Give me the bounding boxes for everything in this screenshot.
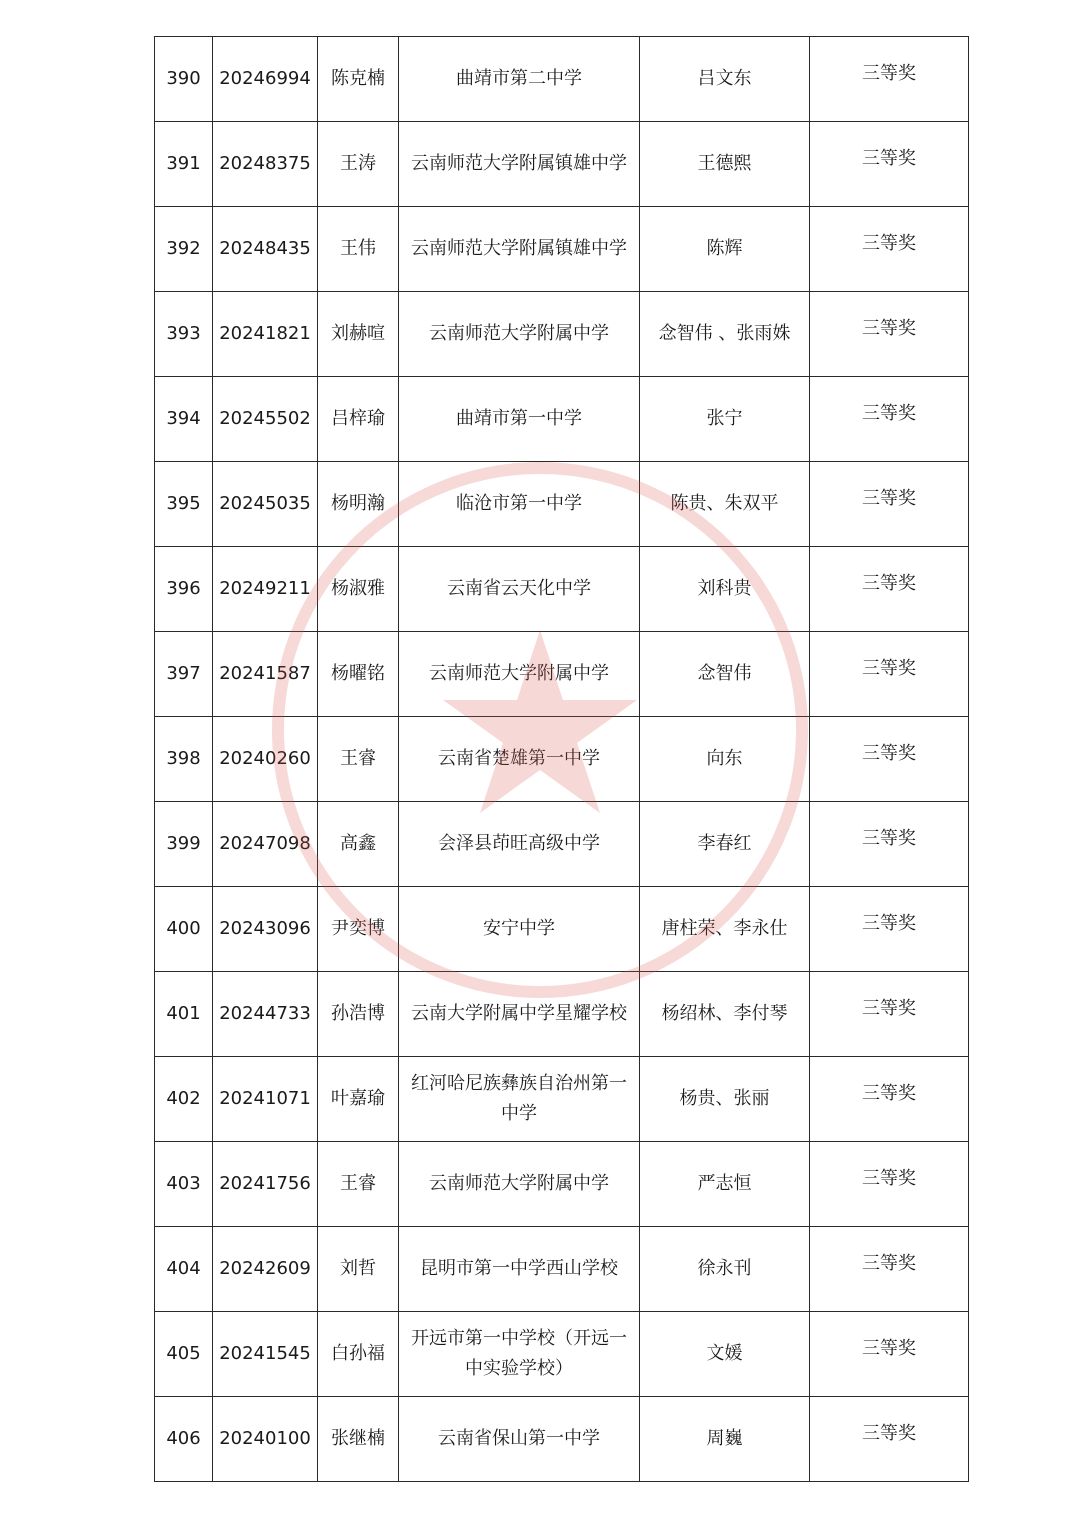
candidate-id: 20246994 xyxy=(213,37,318,122)
student-name: 叶嘉瑜 xyxy=(318,1057,399,1142)
student-name: 尹奕博 xyxy=(318,887,399,972)
award-level: 三等奖 xyxy=(810,1397,969,1482)
table-row xyxy=(155,547,969,632)
candidate-id: 20248435 xyxy=(213,207,318,292)
candidate-id: 20248375 xyxy=(213,122,318,207)
teacher-name: 吕文东 xyxy=(640,37,810,122)
table-row xyxy=(155,717,969,802)
award-level: 三等奖 xyxy=(810,632,969,717)
school-name: 云南师范大学附属镇雄中学 xyxy=(399,207,640,292)
school-name: 云南省楚雄第一中学 xyxy=(399,717,640,802)
candidate-id: 20241587 xyxy=(213,632,318,717)
teacher-name: 张宁 xyxy=(640,377,810,462)
candidate-id: 20245502 xyxy=(213,377,318,462)
table-row xyxy=(155,1057,969,1142)
award-level: 三等奖 xyxy=(810,1312,969,1397)
student-name: 张继楠 xyxy=(318,1397,399,1482)
student-name: 王睿 xyxy=(318,1142,399,1227)
teacher-name: 杨绍林、李付琴 xyxy=(640,972,810,1057)
row-number: 396 xyxy=(155,547,213,632)
table-row xyxy=(155,1227,969,1312)
award-level: 三等奖 xyxy=(810,122,969,207)
student-name: 杨淑雅 xyxy=(318,547,399,632)
award-level: 三等奖 xyxy=(810,1142,969,1227)
school-name: 昆明市第一中学西山学校 xyxy=(399,1227,640,1312)
student-name: 吕梓瑜 xyxy=(318,377,399,462)
teacher-name: 周巍 xyxy=(640,1397,810,1482)
school-name: 曲靖市第一中学 xyxy=(399,377,640,462)
row-number: 398 xyxy=(155,717,213,802)
school-name: 临沧市第一中学 xyxy=(399,462,640,547)
student-name: 王伟 xyxy=(318,207,399,292)
candidate-id: 20241821 xyxy=(213,292,318,377)
table-row xyxy=(155,972,969,1057)
row-number: 400 xyxy=(155,887,213,972)
teacher-name: 念智伟 xyxy=(640,632,810,717)
table-row xyxy=(155,37,969,122)
award-level: 三等奖 xyxy=(810,1227,969,1312)
row-number: 397 xyxy=(155,632,213,717)
teacher-name: 杨贵、张丽 xyxy=(640,1057,810,1142)
row-number: 392 xyxy=(155,207,213,292)
row-number: 405 xyxy=(155,1312,213,1397)
teacher-name: 陈贵、朱双平 xyxy=(640,462,810,547)
table-row xyxy=(155,207,969,292)
table-row xyxy=(155,1142,969,1227)
teacher-name: 唐柱荣、李永仕 xyxy=(640,887,810,972)
candidate-id: 20244733 xyxy=(213,972,318,1057)
school-name: 云南师范大学附属中学 xyxy=(399,292,640,377)
row-number: 395 xyxy=(155,462,213,547)
candidate-id: 20247098 xyxy=(213,802,318,887)
school-name: 云南大学附属中学星耀学校 xyxy=(399,972,640,1057)
teacher-name: 文媛 xyxy=(640,1312,810,1397)
school-name: 云南师范大学附属中学 xyxy=(399,632,640,717)
student-name: 孙浩博 xyxy=(318,972,399,1057)
teacher-name: 王德熙 xyxy=(640,122,810,207)
candidate-id: 20241545 xyxy=(213,1312,318,1397)
award-level: 三等奖 xyxy=(810,37,969,122)
table-row xyxy=(155,802,969,887)
table-row xyxy=(155,1312,969,1397)
table-row xyxy=(155,122,969,207)
award-level: 三等奖 xyxy=(810,462,969,547)
row-number: 391 xyxy=(155,122,213,207)
award-level: 三等奖 xyxy=(810,972,969,1057)
awards-table xyxy=(154,36,969,1482)
student-name: 杨明瀚 xyxy=(318,462,399,547)
awards-table-body xyxy=(155,37,969,1482)
student-name: 刘哲 xyxy=(318,1227,399,1312)
candidate-id: 20240100 xyxy=(213,1397,318,1482)
teacher-name: 念智伟 、张雨姝 xyxy=(640,292,810,377)
teacher-name: 徐永刊 xyxy=(640,1227,810,1312)
table-row xyxy=(155,1397,969,1482)
row-number: 394 xyxy=(155,377,213,462)
row-number: 406 xyxy=(155,1397,213,1482)
candidate-id: 20245035 xyxy=(213,462,318,547)
candidate-id: 20241071 xyxy=(213,1057,318,1142)
table-row xyxy=(155,377,969,462)
school-name: 曲靖市第二中学 xyxy=(399,37,640,122)
award-level: 三等奖 xyxy=(810,377,969,462)
school-name: 开远市第一中学校（开远一中实验学校） xyxy=(399,1312,640,1397)
teacher-name: 严志恒 xyxy=(640,1142,810,1227)
award-level: 三等奖 xyxy=(810,717,969,802)
table-row xyxy=(155,887,969,972)
award-level: 三等奖 xyxy=(810,292,969,377)
student-name: 刘赫喧 xyxy=(318,292,399,377)
candidate-id: 20249211 xyxy=(213,547,318,632)
award-level: 三等奖 xyxy=(810,802,969,887)
student-name: 陈克楠 xyxy=(318,37,399,122)
candidate-id: 20243096 xyxy=(213,887,318,972)
school-name: 会泽县茚旺高级中学 xyxy=(399,802,640,887)
row-number: 404 xyxy=(155,1227,213,1312)
candidate-id: 20242609 xyxy=(213,1227,318,1312)
row-number: 403 xyxy=(155,1142,213,1227)
row-number: 393 xyxy=(155,292,213,377)
candidate-id: 20240260 xyxy=(213,717,318,802)
school-name: 安宁中学 xyxy=(399,887,640,972)
teacher-name: 李春红 xyxy=(640,802,810,887)
row-number: 399 xyxy=(155,802,213,887)
school-name: 红河哈尼族彝族自治州第一中学 xyxy=(399,1057,640,1142)
row-number: 402 xyxy=(155,1057,213,1142)
row-number: 401 xyxy=(155,972,213,1057)
table-row xyxy=(155,462,969,547)
student-name: 王涛 xyxy=(318,122,399,207)
school-name: 云南省保山第一中学 xyxy=(399,1397,640,1482)
student-name: 杨曜铭 xyxy=(318,632,399,717)
school-name: 云南师范大学附属镇雄中学 xyxy=(399,122,640,207)
teacher-name: 陈辉 xyxy=(640,207,810,292)
student-name: 白孙福 xyxy=(318,1312,399,1397)
student-name: 王睿 xyxy=(318,717,399,802)
table-row xyxy=(155,292,969,377)
table-row xyxy=(155,632,969,717)
award-level: 三等奖 xyxy=(810,207,969,292)
award-level: 三等奖 xyxy=(810,1057,969,1142)
school-name: 云南省云天化中学 xyxy=(399,547,640,632)
school-name: 云南师范大学附属中学 xyxy=(399,1142,640,1227)
student-name: 高鑫 xyxy=(318,802,399,887)
teacher-name: 刘科贵 xyxy=(640,547,810,632)
award-level: 三等奖 xyxy=(810,887,969,972)
award-level: 三等奖 xyxy=(810,547,969,632)
candidate-id: 20241756 xyxy=(213,1142,318,1227)
teacher-name: 向东 xyxy=(640,717,810,802)
row-number: 390 xyxy=(155,37,213,122)
